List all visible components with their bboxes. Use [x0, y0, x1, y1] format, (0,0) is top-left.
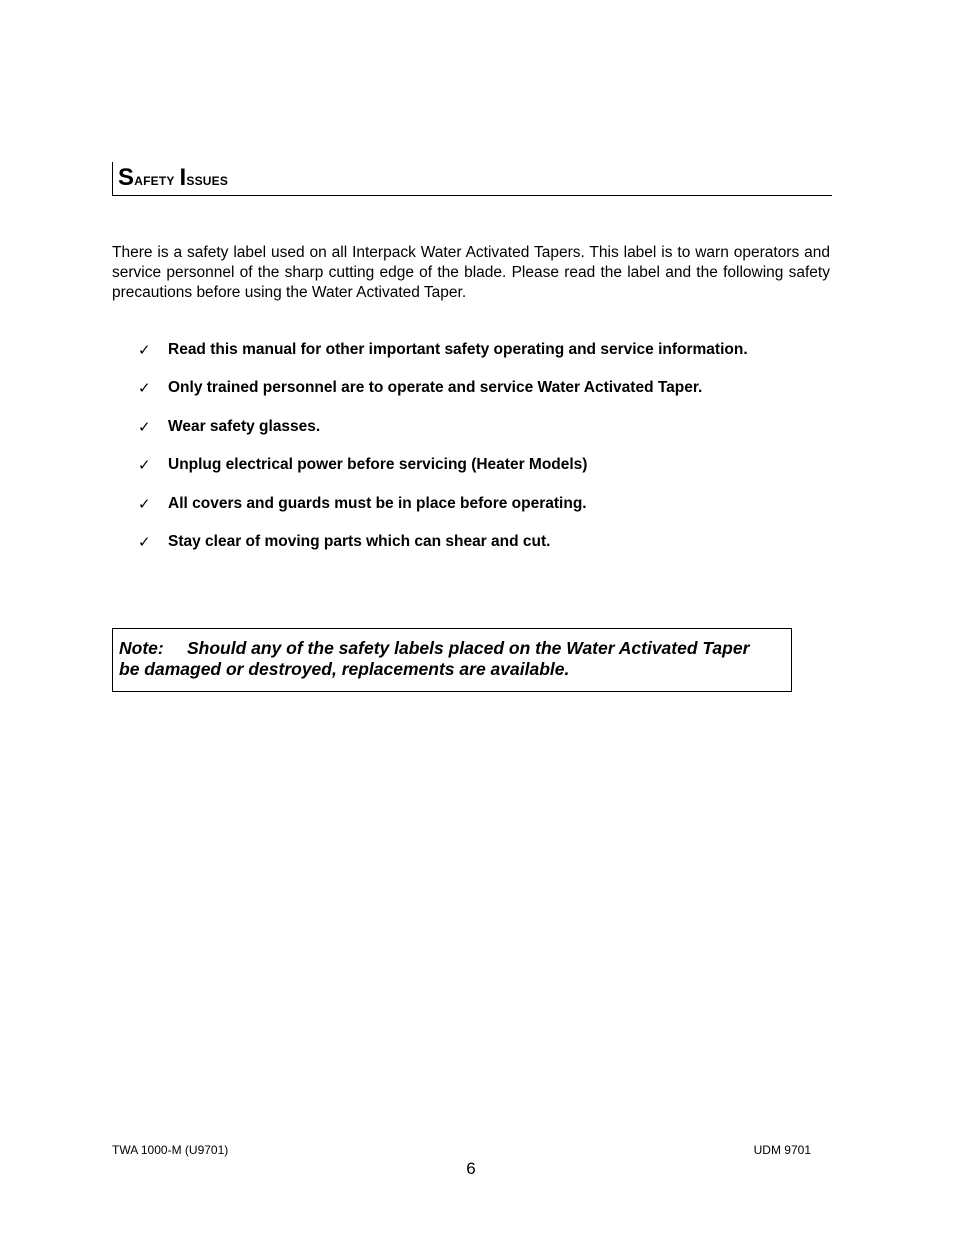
check-mark-icon: ✓ [138, 456, 151, 475]
page-number: 6 [466, 1159, 476, 1178]
check-mark-icon: ✓ [138, 379, 151, 398]
safety-checklist [138, 340, 838, 570]
note-box [112, 628, 792, 692]
check-mark-icon: ✓ [138, 417, 151, 436]
checklist-item [138, 455, 838, 493]
check-mark-icon: ✓ [138, 532, 151, 551]
note-label: Note: [119, 638, 164, 658]
note-text: Should any of the safety labels placed on the Water Activated Taper be damaged or destroyed, replacements are available. [119, 638, 750, 679]
note-paragraph [119, 638, 769, 680]
section-heading [112, 162, 832, 196]
checklist-item-text: All covers and guards must be in place before operating. [168, 494, 587, 512]
checklist-item [138, 494, 838, 532]
checklist-item [138, 532, 838, 570]
check-mark-icon: ✓ [138, 341, 151, 359]
checklist-item-text: Only trained personnel are to operate and service Water Activated Taper. [168, 379, 703, 397]
title-initial-1: S [118, 164, 135, 191]
footer-revision: UDM 9701 [753, 1143, 811, 1157]
checklist-item [138, 417, 838, 455]
title-initial-2: I [179, 164, 187, 191]
checklist-item-text: Unplug electrical power before servicing (Heater Models) [168, 456, 588, 474]
checklist-item [138, 340, 838, 378]
checklist-item-text: Stay clear of moving parts which can shear and cut. [168, 532, 551, 550]
section-title [118, 164, 228, 192]
checklist-item-text: Wear safety glasses. [168, 417, 321, 435]
intro-paragraph: There is a safety label used on all Interpack Water Activated Tapers. This label is to warn operators and service personnel of the sharp cutting edge of the blade. Please read the label and the following safety precautions before using the Water Activated Taper. [112, 244, 830, 301]
title-word-2-rest: ssues [186, 170, 229, 189]
title-word-1-rest: afety [134, 170, 175, 189]
checklist-item-text: Read this manual for other important safety operating and service information. [168, 341, 748, 358]
footer-document-id: TWA 1000-M (U9701) [112, 1143, 229, 1157]
check-mark-icon: ✓ [138, 494, 151, 513]
checklist-item [138, 378, 838, 416]
